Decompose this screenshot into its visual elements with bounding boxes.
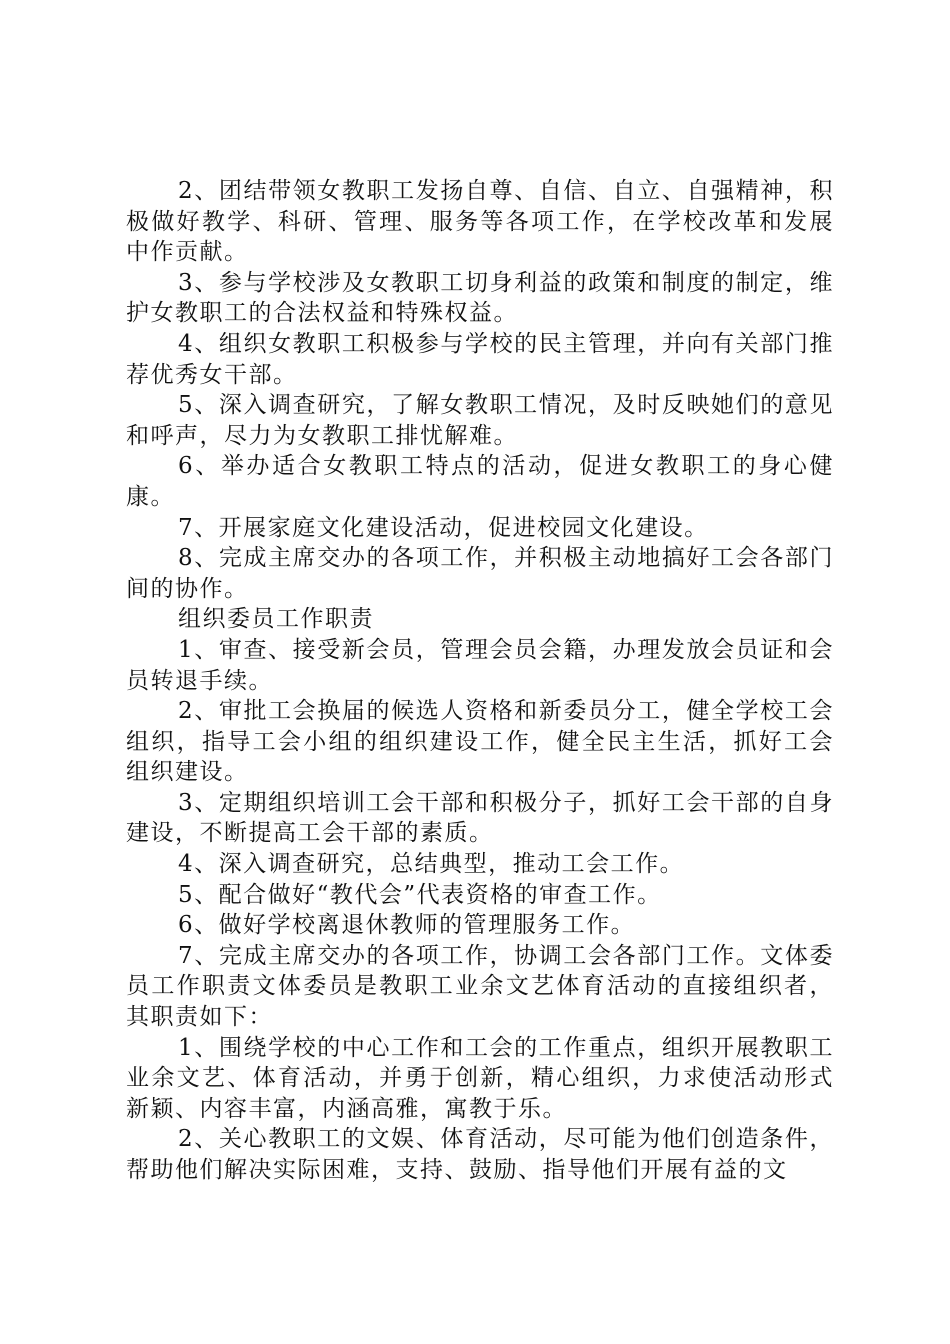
paragraph-org-duty-7: 7、完成主席交办的各项工作，协调工会各部门工作。文体委员工作职责文体委员是教职工业余文艺体育活动的直接组织者，其职责如下：	[126, 942, 834, 1031]
document-body	[126, 176, 834, 1186]
paragraph-sports-duty-2: 2、关心教职工的文娱、体育活动，尽可能为他们创造条件，帮助他们解决实际困难，支持、鼓励、指导他们开展有益的文	[126, 1126, 834, 1183]
paragraph-org-duty-5: 5、配合做好“教代会”代表资格的审查工作。	[178, 881, 662, 908]
paragraph-org-duty-6: 6、做好学校离退休教师的管理服务工作。	[178, 912, 636, 939]
paragraph-org-duty-2: 2、审批工会换届的候选人资格和新委员分工，健全学校工会组织，指导工会小组的组织建设工作，健全民主生活，抓好工会组织建设。	[126, 698, 834, 786]
paragraph-org-duty-1: 1、审查、接受新会员，管理会员会籍，办理发放会员证和会员转退手续。	[126, 636, 834, 694]
paragraph-sports-duty-1: 1、围绕学校的中心工作和工会的工作重点，组织开展教职工业余文艺、体育活动，并勇于创新，精心组织，力求使活动形式新颖、内容丰富，内涵高雅，寓教于乐。	[126, 1034, 834, 1122]
paragraph-women-duty-8: 8、完成主席交办的各项工作，并积极主动地搞好工会各部门间的协作。	[126, 545, 834, 602]
paragraph-women-duty-3: 3、参与学校涉及女教职工切身利益的政策和制度的制定，维护女教职工的合法权益和特殊权益。	[126, 269, 834, 327]
paragraph-org-duty-3: 3、定期组织培训工会干部和积极分子，抓好工会干部的自身建设，不断提高工会干部的素质。	[126, 789, 834, 847]
paragraph-women-duty-7: 7、开展家庭文化建设活动，促进校园文化建设。	[178, 514, 709, 541]
paragraph-org-duty-4: 4、深入调查研究，总结典型，推动工会工作。	[178, 851, 685, 878]
paragraph-women-duty-2: 2、团结带领女教职工发扬自尊、自信、自立、自强精神，积极做好教学、科研、管理、服务等各项工作，在学校改革和发展中作贡献。	[126, 178, 834, 266]
paragraph-women-duty-5: 5、深入调查研究，了解女教职工情况，及时反映她们的意见和呼声，尽力为女教职工排忧解难。	[126, 392, 834, 449]
paragraph-women-duty-4: 4、组织女教职工积极参与学校的民主管理，并向有关部门推荐优秀女干部。	[126, 330, 834, 388]
paragraph-women-duty-6: 6、举办适合女教职工特点的活动，促进女教职工的身心健康。	[126, 453, 834, 510]
section-heading-organization: 组织委员工作职责	[178, 606, 374, 633]
